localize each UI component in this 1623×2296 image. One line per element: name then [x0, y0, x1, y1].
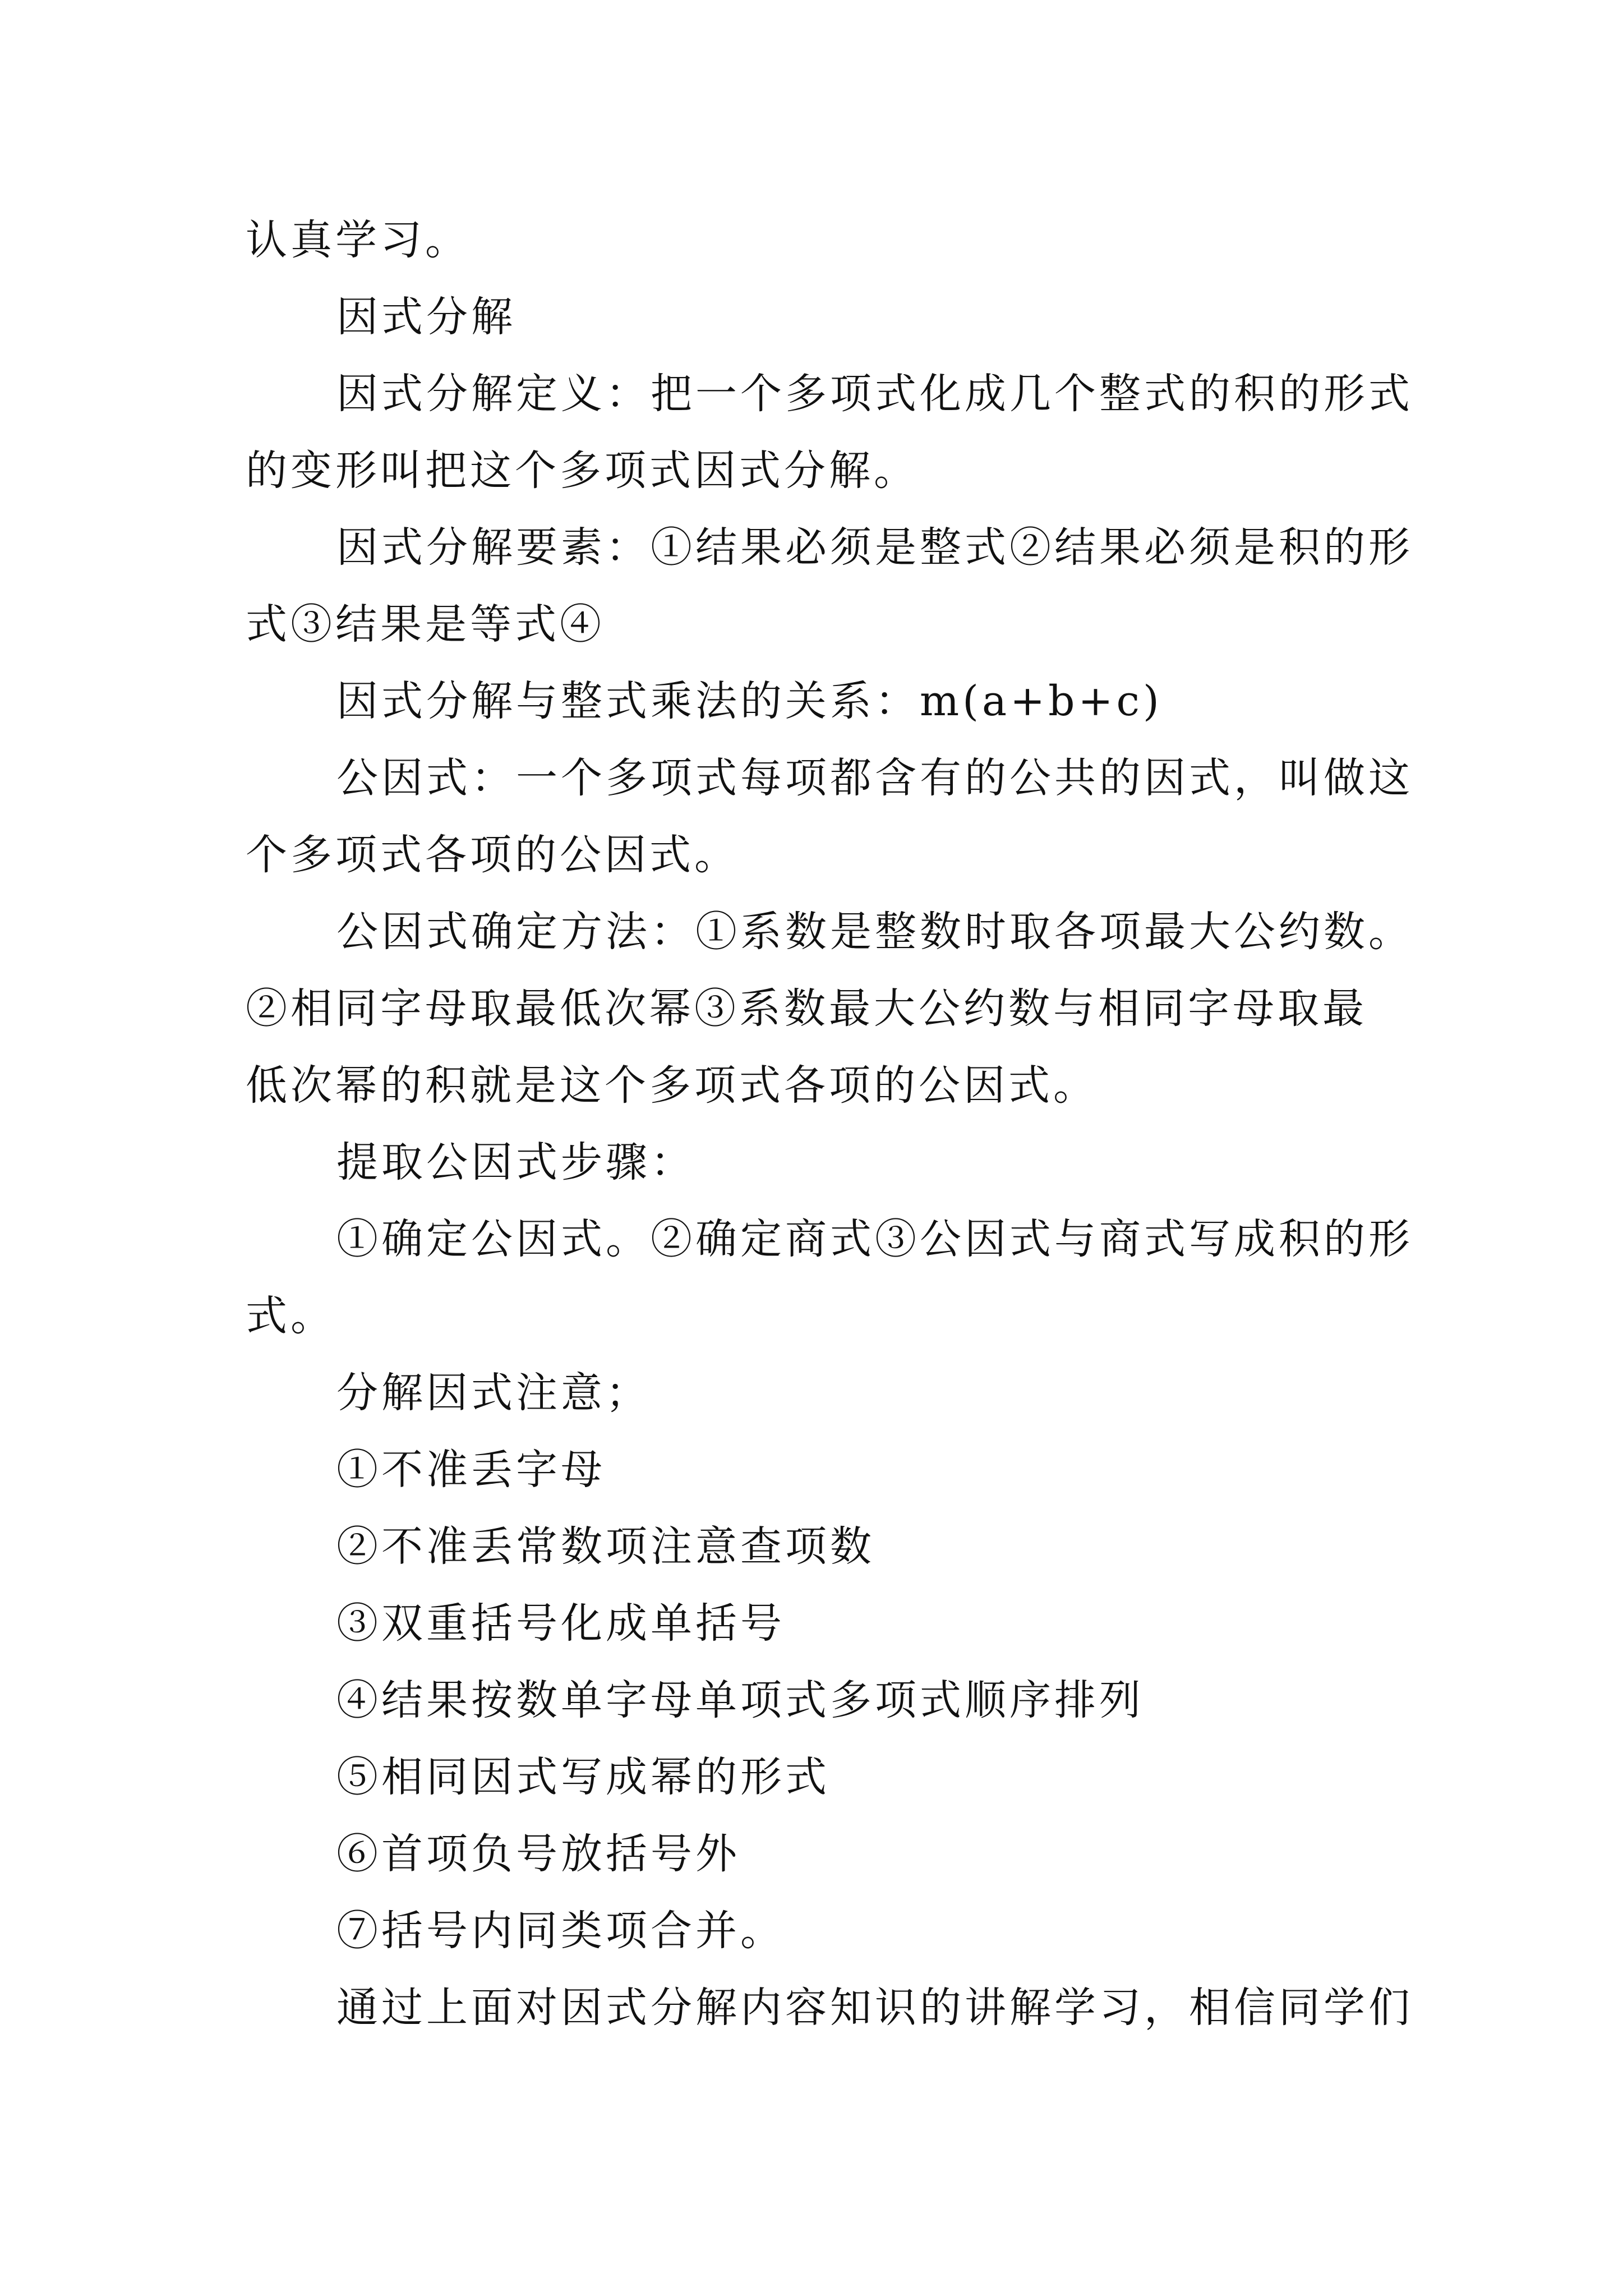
text-line: 低次幂的积就是这个多项式各项的公因式。: [246, 1061, 1098, 1110]
text-line: 因式分解要素：①结果必须是整式②结果必须是积的形: [336, 523, 1413, 572]
list-item: ①不准丢字母: [336, 1446, 606, 1494]
text-line: 因式分解定义：把一个多项式化成几个整式的积的形式: [336, 370, 1413, 418]
list-item: ⑥首项负号放括号外: [336, 1830, 740, 1878]
text-line: 因式分解与整式乘法的关系：m(a+b+c): [336, 677, 1163, 725]
text-line: 认真学习。: [246, 216, 470, 264]
text-line: 式。: [246, 1292, 335, 1340]
text-line: ②相同字母取最低次幂③系数最大公约数与相同字母取最: [246, 984, 1367, 1033]
list-item: ④结果按数单字母单项式多项式顺序排列: [336, 1676, 1144, 1724]
text-line: 提取公因式步骤：: [336, 1138, 695, 1186]
text-line: 公因式确定方法：①系数是整数时取各项最大公约数。: [336, 908, 1413, 956]
section-heading: 因式分解: [336, 293, 516, 341]
text-line: 分解因式注意；: [336, 1369, 651, 1417]
text-line: 通过上面对因式分解内容知识的讲解学习，相信同学们: [336, 1984, 1413, 2032]
text-line: 个多项式各项的公因式。: [246, 831, 739, 879]
text-line: 式③结果是等式④: [246, 600, 605, 648]
text-line: ①确定公因式。②确定商式③公因式与商式写成积的形: [336, 1215, 1413, 1263]
text-line: 公因式：一个多项式每项都含有的公共的因式，叫做这: [336, 754, 1413, 802]
list-item: ⑦括号内同类项合并。: [336, 1907, 785, 1955]
list-item: ③双重括号化成单括号: [336, 1599, 785, 1648]
list-item: ⑤相同因式写成幂的形式: [336, 1753, 830, 1801]
list-item: ②不准丢常数项注意查项数: [336, 1522, 875, 1571]
text-line: 的变形叫把这个多项式因式分解。: [246, 447, 919, 495]
document-body: [246, 202, 1413, 2046]
